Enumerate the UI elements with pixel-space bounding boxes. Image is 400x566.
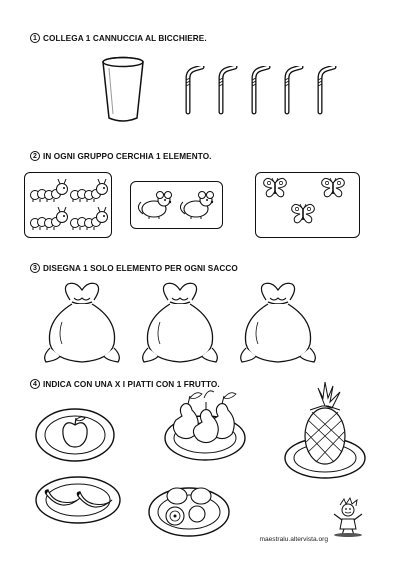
plate-apple[interactable] <box>34 405 116 465</box>
group-caterpillars[interactable] <box>24 172 112 238</box>
plate-pineapple[interactable] <box>282 380 368 480</box>
group-butterflies[interactable] <box>255 172 360 238</box>
butterfly-icon <box>262 177 288 199</box>
exercise-3-instruction: DISEGNA 1 SOLO ELEMENTO PER OGNI SACCO <box>43 263 238 273</box>
mascot-icon <box>330 497 366 537</box>
pineapple-icon <box>305 382 345 464</box>
mouse-icon <box>137 190 175 220</box>
straw-icon[interactable] <box>183 66 205 116</box>
exercise-4-instruction: INDICA CON UNA X I PIATTI CON 1 FRUTTO. <box>43 379 220 389</box>
exercise-1-heading <box>30 33 207 43</box>
group-mice[interactable] <box>130 181 223 229</box>
plate-bananas[interactable] <box>34 474 122 526</box>
sack-icon[interactable] <box>236 282 320 368</box>
straw-icon[interactable] <box>249 66 271 116</box>
caterpillar-icon <box>69 179 109 203</box>
plate-kiwis[interactable] <box>147 478 231 538</box>
sack-icon[interactable] <box>40 282 124 368</box>
sack-icon[interactable] <box>138 282 222 368</box>
exercise-3-number: 3 <box>30 263 40 273</box>
exercise-2-heading <box>30 151 212 161</box>
caterpillar-icon <box>29 207 69 231</box>
straw-icon[interactable] <box>216 66 238 116</box>
exercise-1-instruction: COLLEGA 1 CANNUCCIA AL BICCHIERE. <box>43 33 207 43</box>
glass-icon[interactable] <box>100 56 146 124</box>
footer-site-url: maestralu.altervista.org <box>259 536 328 543</box>
exercise-2-instruction: IN OGNI GRUPPO CERCHIA 1 ELEMENTO. <box>43 151 212 161</box>
exercise-4-number: 4 <box>30 379 40 389</box>
exercise-3-heading <box>30 263 238 273</box>
straw-icon[interactable] <box>282 66 304 116</box>
straw-icon[interactable] <box>315 66 337 116</box>
mouse-icon <box>179 190 217 220</box>
caterpillar-icon <box>69 207 109 231</box>
exercise-2-number: 2 <box>30 151 40 161</box>
caterpillar-icon <box>29 179 69 203</box>
butterfly-icon <box>290 203 316 225</box>
butterfly-icon <box>320 177 346 199</box>
exercise-1-number: 1 <box>30 33 40 43</box>
plate-pears[interactable] <box>160 386 250 464</box>
